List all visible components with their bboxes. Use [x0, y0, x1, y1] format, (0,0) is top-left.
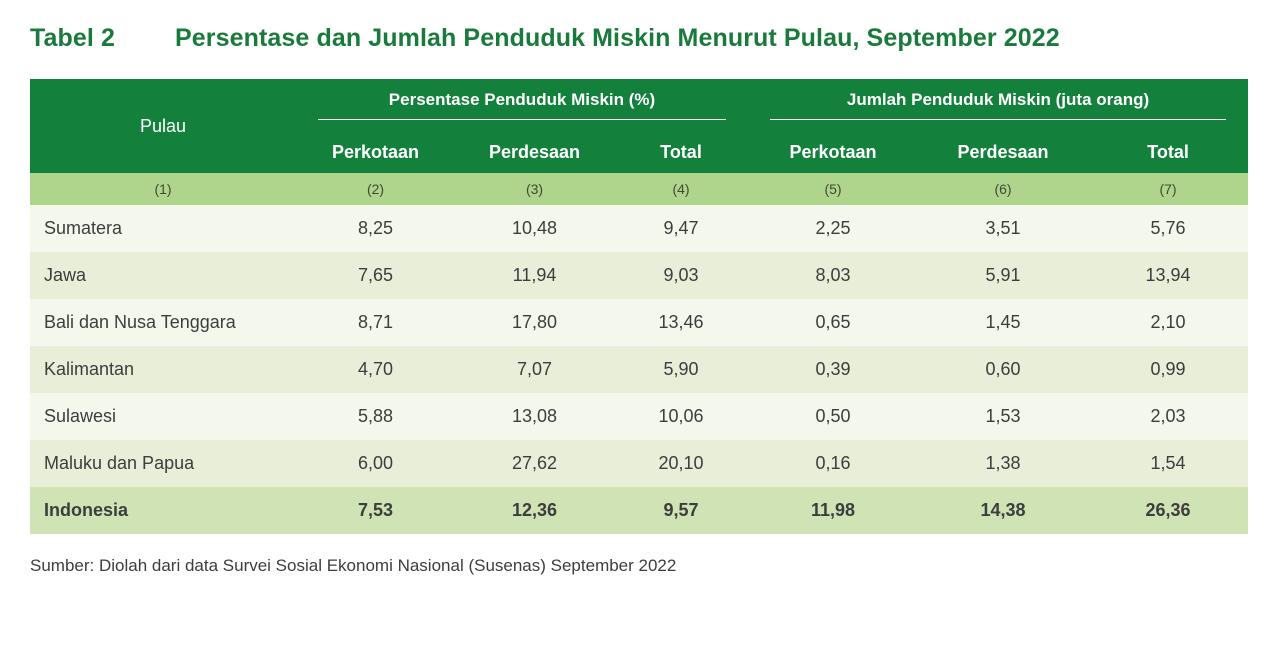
- column-number-6: (6): [918, 173, 1088, 205]
- table-number-label: Tabel 2: [30, 24, 115, 52]
- cell-value: 9,03: [614, 252, 748, 299]
- poverty-table: [30, 79, 1248, 534]
- cell-value: 6,00: [296, 440, 455, 487]
- cell-value: 20,10: [614, 440, 748, 487]
- cell-value: 17,80: [455, 299, 614, 346]
- cell-value: 13,94: [1088, 252, 1248, 299]
- page-title: [0, 0, 1278, 53]
- cell-value: 8,03: [748, 252, 918, 299]
- cell-value: 7,65: [296, 252, 455, 299]
- column-group-persentase: [296, 79, 748, 131]
- cell-value: 8,71: [296, 299, 455, 346]
- cell-value: 5,90: [614, 346, 748, 393]
- cell-value: 0,65: [748, 299, 918, 346]
- cell-value-total: 7,53: [296, 487, 455, 534]
- column-number-3: (3): [455, 173, 614, 205]
- column-number-7: (7): [1088, 173, 1248, 205]
- row-label: Sumatera: [30, 205, 296, 252]
- poverty-table-container: [30, 79, 1248, 534]
- cell-value: 2,10: [1088, 299, 1248, 346]
- cell-value: 0,39: [748, 346, 918, 393]
- column-header-persentase-total: Total: [614, 131, 748, 173]
- cell-value: 1,45: [918, 299, 1088, 346]
- cell-value: 1,38: [918, 440, 1088, 487]
- column-group-jumlah-label: Jumlah Penduduk Miskin (juta orang): [770, 90, 1226, 120]
- cell-value: 10,06: [614, 393, 748, 440]
- row-label: Bali dan Nusa Tenggara: [30, 299, 296, 346]
- cell-value: 1,53: [918, 393, 1088, 440]
- column-number-2: (2): [296, 173, 455, 205]
- cell-value: 13,46: [614, 299, 748, 346]
- cell-value: 1,54: [1088, 440, 1248, 487]
- table-row: [30, 393, 1248, 440]
- table-row: [30, 252, 1248, 299]
- cell-value: 5,76: [1088, 205, 1248, 252]
- row-label: Sulawesi: [30, 393, 296, 440]
- cell-value-total: 9,57: [614, 487, 748, 534]
- cell-value-total: 12,36: [455, 487, 614, 534]
- cell-value: 0,50: [748, 393, 918, 440]
- cell-value: 0,16: [748, 440, 918, 487]
- cell-value-total: 14,38: [918, 487, 1088, 534]
- table-row: [30, 205, 1248, 252]
- table-row-total: [30, 487, 1248, 534]
- column-header-jumlah-total: Total: [1088, 131, 1248, 173]
- row-label: Maluku dan Papua: [30, 440, 296, 487]
- cell-value: 7,07: [455, 346, 614, 393]
- column-number-1: (1): [30, 173, 296, 205]
- column-group-jumlah: [748, 79, 1248, 131]
- row-label: Kalimantan: [30, 346, 296, 393]
- cell-value: 8,25: [296, 205, 455, 252]
- cell-value: 0,99: [1088, 346, 1248, 393]
- cell-value: 5,88: [296, 393, 455, 440]
- table-row: [30, 299, 1248, 346]
- table-head: [30, 79, 1248, 205]
- cell-value: 4,70: [296, 346, 455, 393]
- cell-value: 2,25: [748, 205, 918, 252]
- cell-value-total: 26,36: [1088, 487, 1248, 534]
- header-group-row: [30, 79, 1248, 131]
- cell-value: 2,03: [1088, 393, 1248, 440]
- column-number-4: (4): [614, 173, 748, 205]
- cell-value: 27,62: [455, 440, 614, 487]
- cell-value: 5,91: [918, 252, 1088, 299]
- column-number-5: (5): [748, 173, 918, 205]
- table-row: [30, 346, 1248, 393]
- row-label-total: Indonesia: [30, 487, 296, 534]
- source-note: Sumber: Diolah dari data Survei Sosial Ekonomi Nasional (Susenas) September 2022: [30, 556, 677, 575]
- cell-value: 13,08: [455, 393, 614, 440]
- column-header-jumlah-perkotaan: Perkotaan: [748, 131, 918, 173]
- cell-value: 10,48: [455, 205, 614, 252]
- column-header-persentase-perdesaan: Perdesaan: [455, 131, 614, 173]
- cell-value: 0,60: [918, 346, 1088, 393]
- cell-value: 3,51: [918, 205, 1088, 252]
- cell-value: 11,94: [455, 252, 614, 299]
- table-row: [30, 440, 1248, 487]
- column-header-persentase-perkotaan: Perkotaan: [296, 131, 455, 173]
- cell-value: 9,47: [614, 205, 748, 252]
- table-title-text: Persentase dan Jumlah Penduduk Miskin Menurut Pulau, September 2022: [175, 24, 1060, 52]
- table-body: [30, 205, 1248, 534]
- column-header-pulau: Pulau: [30, 79, 296, 173]
- row-label: Jawa: [30, 252, 296, 299]
- column-header-jumlah-perdesaan: Perdesaan: [918, 131, 1088, 173]
- column-number-row: [30, 173, 1248, 205]
- cell-value-total: 11,98: [748, 487, 918, 534]
- column-group-persentase-label: Persentase Penduduk Miskin (%): [318, 90, 726, 120]
